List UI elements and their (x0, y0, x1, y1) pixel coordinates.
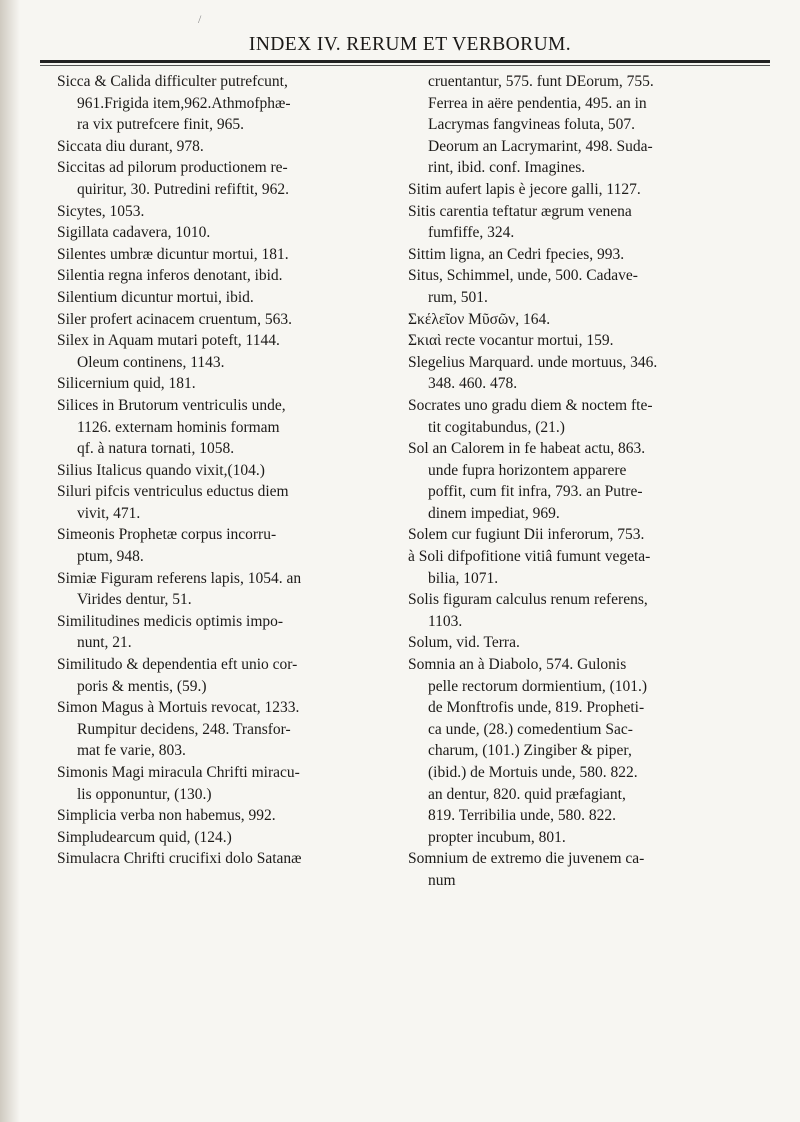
index-line: Silicernium quid, 181. (57, 375, 196, 393)
index-line: fumfiffe, 324. (428, 224, 515, 242)
index-line: Sol an Calorem in fe habeat actu, 863. (408, 440, 646, 458)
index-line: an dentur, 820. quid præfagiant, (428, 785, 626, 803)
index-line: Silex in Aquam mutari poteft, 1144. (57, 332, 280, 350)
index-line: dinem impediat, 969. (428, 504, 560, 522)
index-line: Similitudo & dependentia eft unio cor- (57, 656, 298, 674)
index-line: Simeonis Prophetæ corpus incorru- (57, 526, 277, 544)
index-line: pelle rectorum dormientium, (101.) (428, 677, 648, 695)
index-line: Lacrymas fangvineas foluta, 507. (428, 116, 636, 134)
index-line: num (428, 871, 456, 889)
index-line: Σκέλεῖον Μῦσῶν, 164. (408, 310, 551, 328)
index-line: Siccata diu durant, 978. (57, 137, 204, 155)
index-line: ptum, 948. (77, 548, 144, 566)
index-line: Sicytes, 1053. (57, 202, 145, 220)
index-line: Somnium de extremo die juvenem ca- (408, 850, 645, 868)
index-line: Deorum an Lacrymarint, 498. Suda- (428, 137, 653, 155)
index-line: 1126. externam hominis formam (77, 418, 280, 436)
index-line: propter incubum, 801. (428, 828, 566, 846)
index-line: nunt, 21. (77, 634, 132, 652)
index-line: Siccitas ad pilorum productionem re- (57, 159, 288, 177)
index-line: lis opponuntur, (130.) (77, 785, 212, 803)
index-line: Simulacra Chrifti crucifixi dolo Satanæ (57, 850, 302, 868)
index-line: Slegelius Marquard. unde mortuus, 346. (408, 353, 658, 371)
index-line: Sitim aufert lapis è jecore galli, 1127. (408, 180, 641, 198)
index-line: à Soli difpofitione vitiâ fumunt vegeta- (408, 548, 651, 566)
index-line: 961.Frigida item,962.Athmofphæ- (77, 94, 291, 112)
index-line: rint, ibid. conf. Imagines. (428, 159, 586, 177)
index-line: Solum, vid. Terra. (408, 634, 520, 652)
index-line: Somnia an à Diabolo, 574. Gulonis (408, 656, 627, 674)
index-line: Silentia regna inferos denotant, ibid. (57, 267, 283, 285)
index-line: Solem cur fugiunt Dii inferorum, 753. (408, 526, 645, 544)
index-line: Silius Italicus quando vixit,(104.) (57, 461, 265, 479)
index-line: Solis figuram calculus renum referens, (408, 591, 648, 609)
page-binding-shadow (0, 0, 20, 1122)
index-line: ra vix putrefcere finit, 965. (77, 116, 244, 134)
index-line: qf. à natura tornati, 1058. (77, 440, 235, 458)
index-line: Silentes umbræ dicuntur mortui, 181. (57, 245, 289, 263)
index-line: Simplicia verba non habemus, 992. (57, 807, 276, 825)
corner-mark: / (198, 12, 202, 26)
index-line: Similitudines medicis optimis impo- (57, 612, 284, 630)
index-line: Silentium dicuntur mortui, ibid. (57, 288, 254, 306)
index-line: Simon Magus à Mortuis revocat, 1233. (57, 699, 300, 717)
index-line: 819. Terribilia unde, 580. 822. (428, 807, 617, 825)
index-line: Sicca & Calida difficulter putrefcunt, (57, 73, 288, 90)
index-line: tit cogitabundus, (21.) (428, 418, 565, 436)
index-line: Simpludearcum quid, (124.) (57, 828, 232, 846)
index-line: Siluri pifcis ventriculus eductus diem (57, 483, 289, 501)
index-line: Situs, Schimmel, unde, 500. Cadave- (408, 267, 638, 285)
right-column (408, 71, 773, 892)
index-line: Simonis Magi miracula Chrifti miracu- (57, 764, 300, 781)
index-line: Silices in Brutorum ventriculis unde, (57, 396, 286, 414)
index-line: cruentantur, 575. funt DEorum, 755. (428, 73, 654, 90)
index-line: (ibid.) de Mortuis unde, 580. 822. (428, 764, 638, 781)
index-line: poffit, cum fit infra, 793. an Putre- (428, 483, 643, 501)
index-line: Sitis carentia teftatur ægrum venena (408, 202, 632, 220)
index-line: Σκιαὶ recte vocantur mortui, 159. (408, 332, 614, 350)
index-line: 1103. (428, 612, 463, 630)
page-header: INDEX IV. RERUM ET VERBORUM. (248, 34, 572, 55)
index-line: de Monftrofis unde, 819. Propheti- (428, 699, 645, 717)
index-line: ca unde, (28.) comedentium Sac- (428, 720, 633, 738)
index-line: poris & mentis, (59.) (77, 677, 207, 695)
index-line: Socrates uno gradu diem & noctem fte- (408, 396, 653, 414)
index-line: bilia, 1071. (428, 569, 499, 587)
index-line: Sigillata cadavera, 1010. (57, 224, 211, 242)
index-line: vivit, 471. (77, 504, 141, 522)
index-line: 348. 460. 478. (428, 375, 518, 393)
index-line: charum, (101.) Zingiber & piper, (428, 742, 632, 760)
index-line: Simiæ Figuram referens lapis, 1054. an (57, 569, 302, 587)
index-line: Virides dentur, 51. (77, 591, 192, 609)
index-line: Ferrea in aëre pendentia, 495. an in (428, 94, 647, 112)
index-line: Rumpitur decidens, 248. Transfor- (77, 720, 291, 738)
header-rule-thin (40, 65, 770, 66)
index-line: quiritur, 30. Putredini refiftit, 962. (77, 180, 290, 198)
index-line: Sittim ligna, an Cedri fpecies, 993. (408, 245, 625, 263)
index-line: rum, 501. (428, 288, 488, 306)
index-line: Oleum continens, 1143. (77, 353, 225, 371)
header-rule-thick (40, 60, 770, 63)
left-column (57, 71, 402, 870)
index-line: unde fupra horizontem apparere (428, 461, 627, 479)
index-line: Siler profert acinacem cruentum, 563. (57, 310, 292, 328)
index-line: mat fe varie, 803. (77, 742, 186, 760)
